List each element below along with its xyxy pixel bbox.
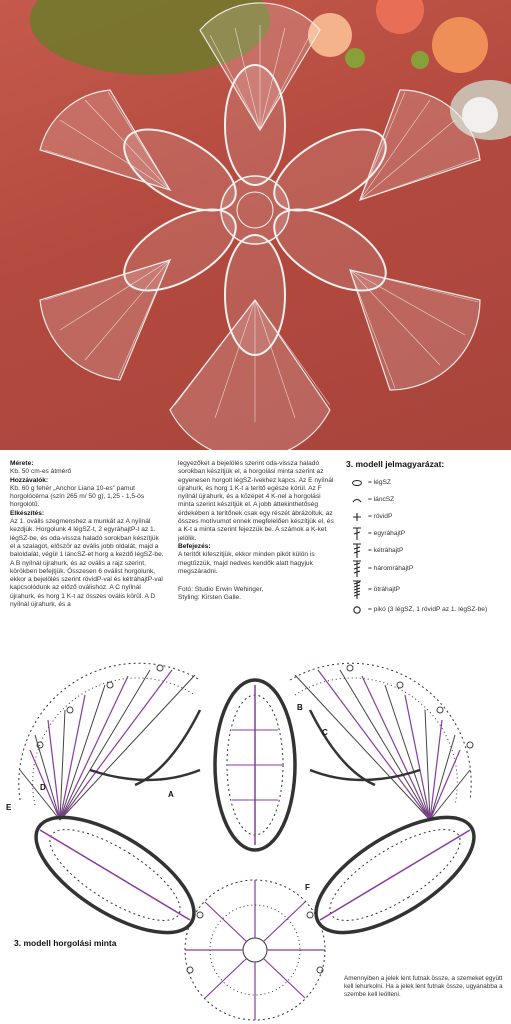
chart-center-medallion bbox=[185, 880, 325, 1020]
size-text: Kb. 50 cm-es átmérő bbox=[10, 468, 72, 476]
legend-item bbox=[346, 542, 506, 559]
legend-label: = háromráhajtP bbox=[368, 565, 414, 573]
chart-petal-left bbox=[19, 795, 212, 955]
legend-label: = egyráhajtP bbox=[368, 529, 406, 537]
instructions-section bbox=[0, 452, 511, 637]
arrow-label-f: F bbox=[305, 883, 310, 892]
legend-item bbox=[346, 491, 506, 508]
legend-item bbox=[346, 474, 506, 491]
making-text-2: legyezőket a bejelölés szerint oda-vissza haladó sorokban készítjük el, a horgolási minta szerint az egyenesen horgolt légSZ-ívekhez kapcs. Az E nyílnál újrahurk, és horg 1 K-t a terítő egésze körül. Az F nyílnál újrahurk, és a középet 4 K-nel a horgolási minta szerint készítjük el. A jobb áttekinthetőség érdekében a terítőnek csak egy részét ábrázoltuk, az összes motívumot ennek megfelelően készítjük el, és a K-t a minta szerint fejezzük be. A számok a K-ket jelölik. bbox=[178, 460, 334, 542]
chart-title: 3. modell horgolási minta bbox=[14, 938, 117, 948]
size-label: Mérete: bbox=[10, 460, 34, 467]
chart-petal-right bbox=[299, 795, 492, 955]
treble-crochet-icon bbox=[350, 543, 364, 559]
arrow-label-b: B bbox=[297, 703, 303, 712]
materials-text: Kb. 60 g fehér „Anchor Liana 10-es” pamut horgolócérna (szín 265 m/ 50 g), 1,25 - 1,5-ös horgolótű. bbox=[10, 484, 145, 509]
credits-photo: Fotó: Studio Erwin Wehinger, bbox=[178, 586, 264, 594]
instructions-column-1 bbox=[10, 460, 165, 609]
chart-fan-right bbox=[290, 663, 471, 820]
arrow-label-d: D bbox=[40, 783, 46, 792]
arrow-label-e: E bbox=[6, 803, 12, 812]
arrow-label-a: A bbox=[168, 790, 174, 799]
legend-label: = rövidP bbox=[368, 512, 393, 520]
triple-treble-icon bbox=[350, 560, 364, 578]
arrow-label-c: C bbox=[322, 728, 328, 737]
quad-treble-icon bbox=[350, 580, 364, 600]
materials-label: Hozzávalók: bbox=[10, 476, 49, 484]
chain-icon bbox=[350, 479, 364, 487]
legend bbox=[346, 460, 506, 618]
legend-label: = légSZ bbox=[368, 478, 391, 486]
legend-title: 3. modell jelmagyarázat: bbox=[346, 459, 445, 469]
single-crochet-icon bbox=[350, 511, 364, 523]
making-text-1: Az 1. oválls szegmenshez a munkát az A nyílnál kezdjük. Horgolunk 4 légSZ-t, 2 egyráhajtP-t az 1. légSZ-be, és oda-vissza haladó sorokban készítjük el a szalagot, először az ovális jobb oldalát, majd a baloldalát, végül 1 láncSZ-et horg a kezdő légSZ-be. A B nyílnál újrahurk, és az ovális a rajz szerint, körökben befejtjük. Összesen 6 oválist horgolunk, ekkor a bejelölés szerint rövidP-val és kétráhajtP-val kapcsolódunk az előző oválishoz. A C nyílnál újrahurk, és horg 1 K-t az összes ovális körül. A D nyílnál újrahurk, és a bbox=[10, 518, 164, 609]
chart-petal-center bbox=[215, 680, 295, 850]
legend-item bbox=[346, 559, 506, 579]
credits-styling: Styling: Kirsten Galle. bbox=[178, 594, 242, 602]
legend-label: = ötráhajtP bbox=[368, 586, 401, 594]
legend-item bbox=[346, 525, 506, 542]
legend-item bbox=[346, 579, 506, 601]
legend-label: = láncSZ bbox=[368, 495, 395, 503]
crochet-chart bbox=[0, 640, 511, 1024]
legend-item bbox=[346, 508, 506, 525]
instructions-column-2 bbox=[178, 460, 336, 603]
slip-stitch-icon bbox=[350, 496, 364, 504]
legend-item bbox=[346, 601, 506, 618]
doily-photo bbox=[0, 0, 511, 450]
finish-text: A terítőt kifeszítjük, ekkor minden pikót külön is megtűzzük, majd nedves kendők alatt hagyjuk megszáradni. bbox=[178, 551, 315, 575]
double-crochet-icon bbox=[350, 527, 364, 541]
legend-label: = kétráhajtP bbox=[368, 546, 404, 554]
doily-illustration bbox=[0, 0, 511, 450]
legend-label: = pikó (3 légSZ, 1 rövidP az 1. légSZ-be) bbox=[368, 605, 488, 613]
crochet-diagram bbox=[0, 640, 511, 1024]
finish-label: Befejezés: bbox=[178, 542, 211, 550]
chart-note: Amennyiben a jelek lent futnak össze, a szemeket együtt kell lehurkolni. Ha a jelek lent futnak össze, ugyanabba a szembe kell leölteni. bbox=[344, 975, 503, 998]
making-label: Elkészítés: bbox=[10, 509, 45, 517]
picot-icon bbox=[350, 605, 364, 615]
